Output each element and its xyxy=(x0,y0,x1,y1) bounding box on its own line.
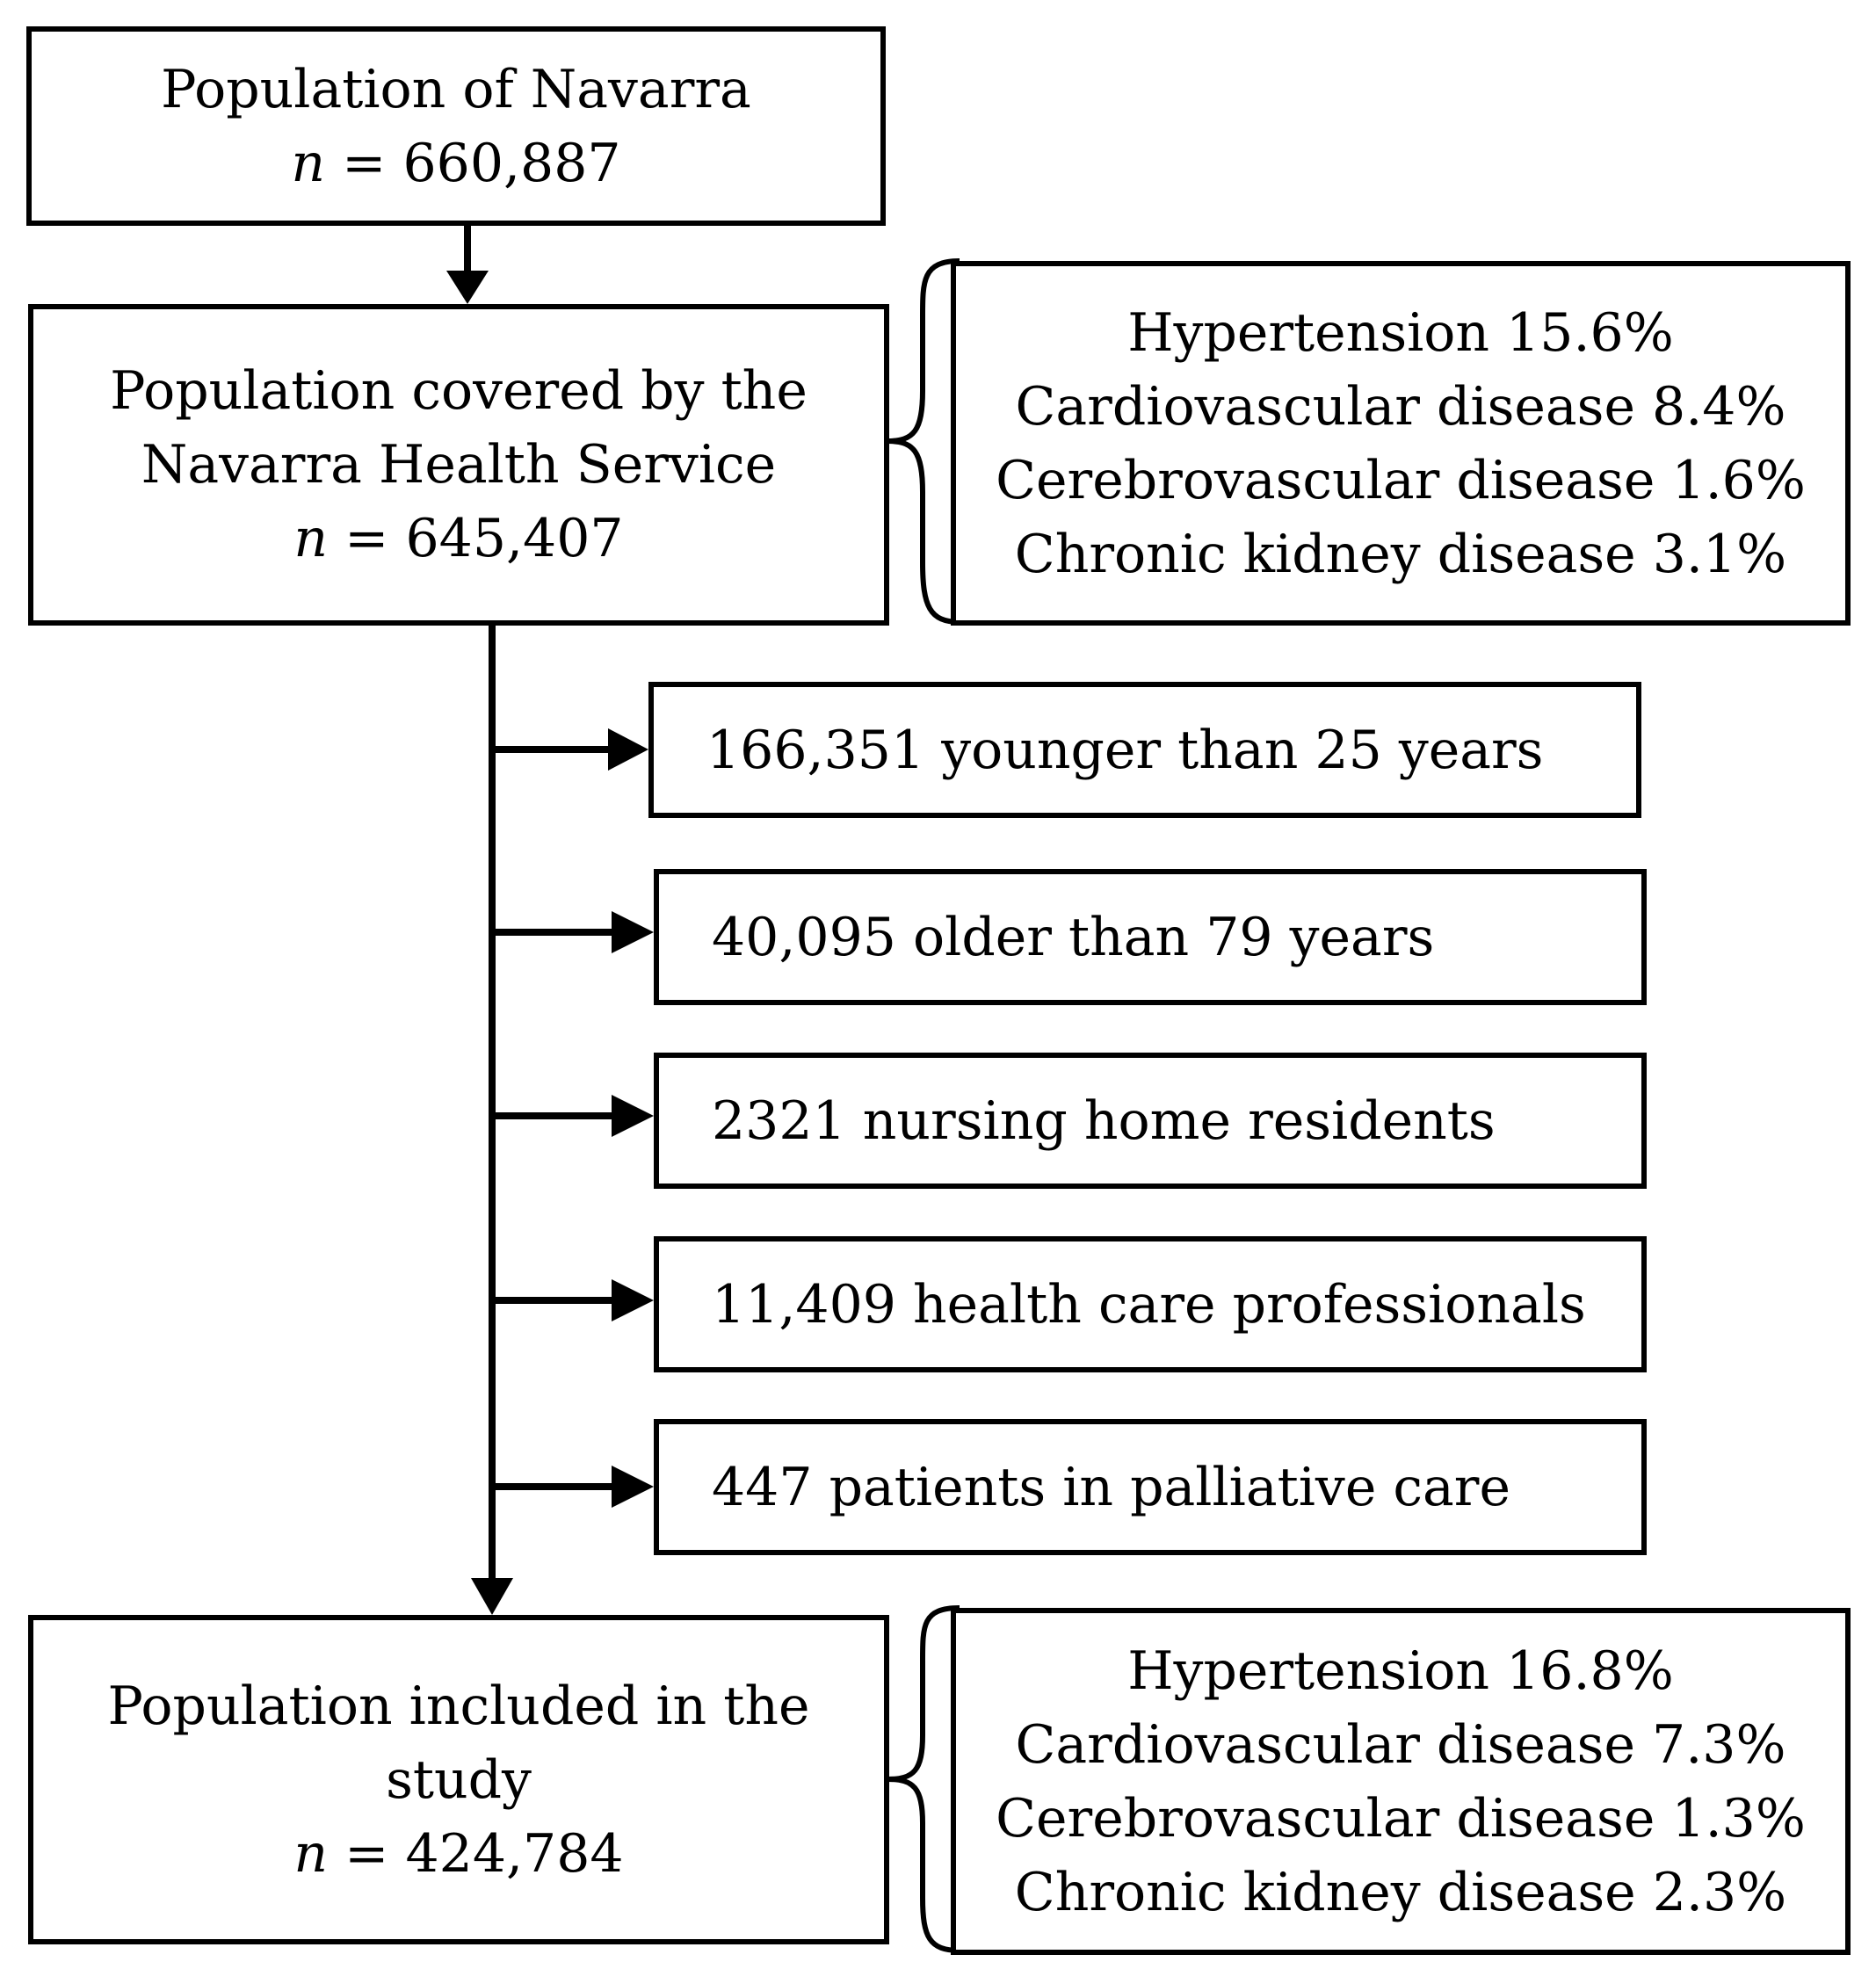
navarra-title: Population of Navarra xyxy=(161,58,751,120)
covered-stat-cerebrovascular: Cerebrovascular disease 1.6% xyxy=(996,449,1806,511)
navarra-n-value: = 660,887 xyxy=(325,132,621,194)
exclusion-box-older xyxy=(654,869,1647,1005)
included-n-value: = 424,784 xyxy=(328,1822,624,1885)
arrowhead-navarra-to-covered xyxy=(446,271,489,304)
exclusion-arrowhead-4 xyxy=(612,1279,654,1321)
covered-stat-kidney: Chronic kidney disease 3.1% xyxy=(1014,523,1787,585)
included-stat-cerebrovascular: Cerebrovascular disease 1.3% xyxy=(996,1787,1806,1850)
exclusion-label-palliative: 447 patients in palliative care xyxy=(712,1456,1510,1518)
exclusion-label-younger: 166,351 younger than 25 years xyxy=(706,719,1544,781)
box-population-included xyxy=(28,1615,889,1944)
included-stat-cardiovascular: Cardiovascular disease 7.3% xyxy=(1015,1713,1786,1776)
included-n-label: n xyxy=(293,1822,329,1885)
exclusion-label-health-professionals: 11,409 health care professionals xyxy=(712,1273,1586,1336)
exclusion-box-younger xyxy=(648,682,1641,818)
exclusion-arrowhead-2 xyxy=(612,911,654,953)
covered-n-value: = 645,407 xyxy=(328,508,624,569)
brace-covered xyxy=(887,261,960,622)
exclusion-arrowhead-5 xyxy=(612,1466,654,1508)
box-covered-stats xyxy=(951,261,1851,626)
covered-stat-cardiovascular: Cardiovascular disease 8.4% xyxy=(1015,375,1786,438)
included-stat-hypertension: Hypertension 16.8% xyxy=(1127,1640,1674,1702)
covered-n-label: n xyxy=(293,508,329,569)
included-title-line2: study xyxy=(386,1748,532,1811)
exclusion-label-older: 40,095 older than 79 years xyxy=(712,906,1435,968)
included-stat-kidney: Chronic kidney disease 2.3% xyxy=(1014,1861,1787,1923)
navarra-count xyxy=(291,127,620,200)
exclusion-box-nursing-home xyxy=(654,1053,1647,1189)
box-population-covered xyxy=(28,304,889,626)
covered-stat-hypertension: Hypertension 15.6% xyxy=(1127,301,1674,364)
arrowhead-covered-to-included xyxy=(471,1578,513,1615)
exclusion-arrowhead-1 xyxy=(608,728,648,771)
covered-count xyxy=(293,502,623,575)
exclusion-box-palliative xyxy=(654,1419,1647,1555)
included-title-line1: Population included in the xyxy=(107,1675,810,1737)
box-population-navarra xyxy=(26,26,886,226)
box-included-stats xyxy=(951,1608,1851,1955)
covered-title-line2: Navarra Health Service xyxy=(141,434,777,496)
exclusion-box-health-professionals xyxy=(654,1236,1647,1372)
brace-included xyxy=(887,1608,960,1951)
exclusion-arrowhead-3 xyxy=(612,1095,654,1137)
navarra-n-label: n xyxy=(291,132,326,194)
exclusion-label-nursing-home: 2321 nursing home residents xyxy=(712,1089,1496,1152)
covered-title-line1: Population covered by the xyxy=(110,360,808,422)
included-count xyxy=(293,1817,623,1891)
